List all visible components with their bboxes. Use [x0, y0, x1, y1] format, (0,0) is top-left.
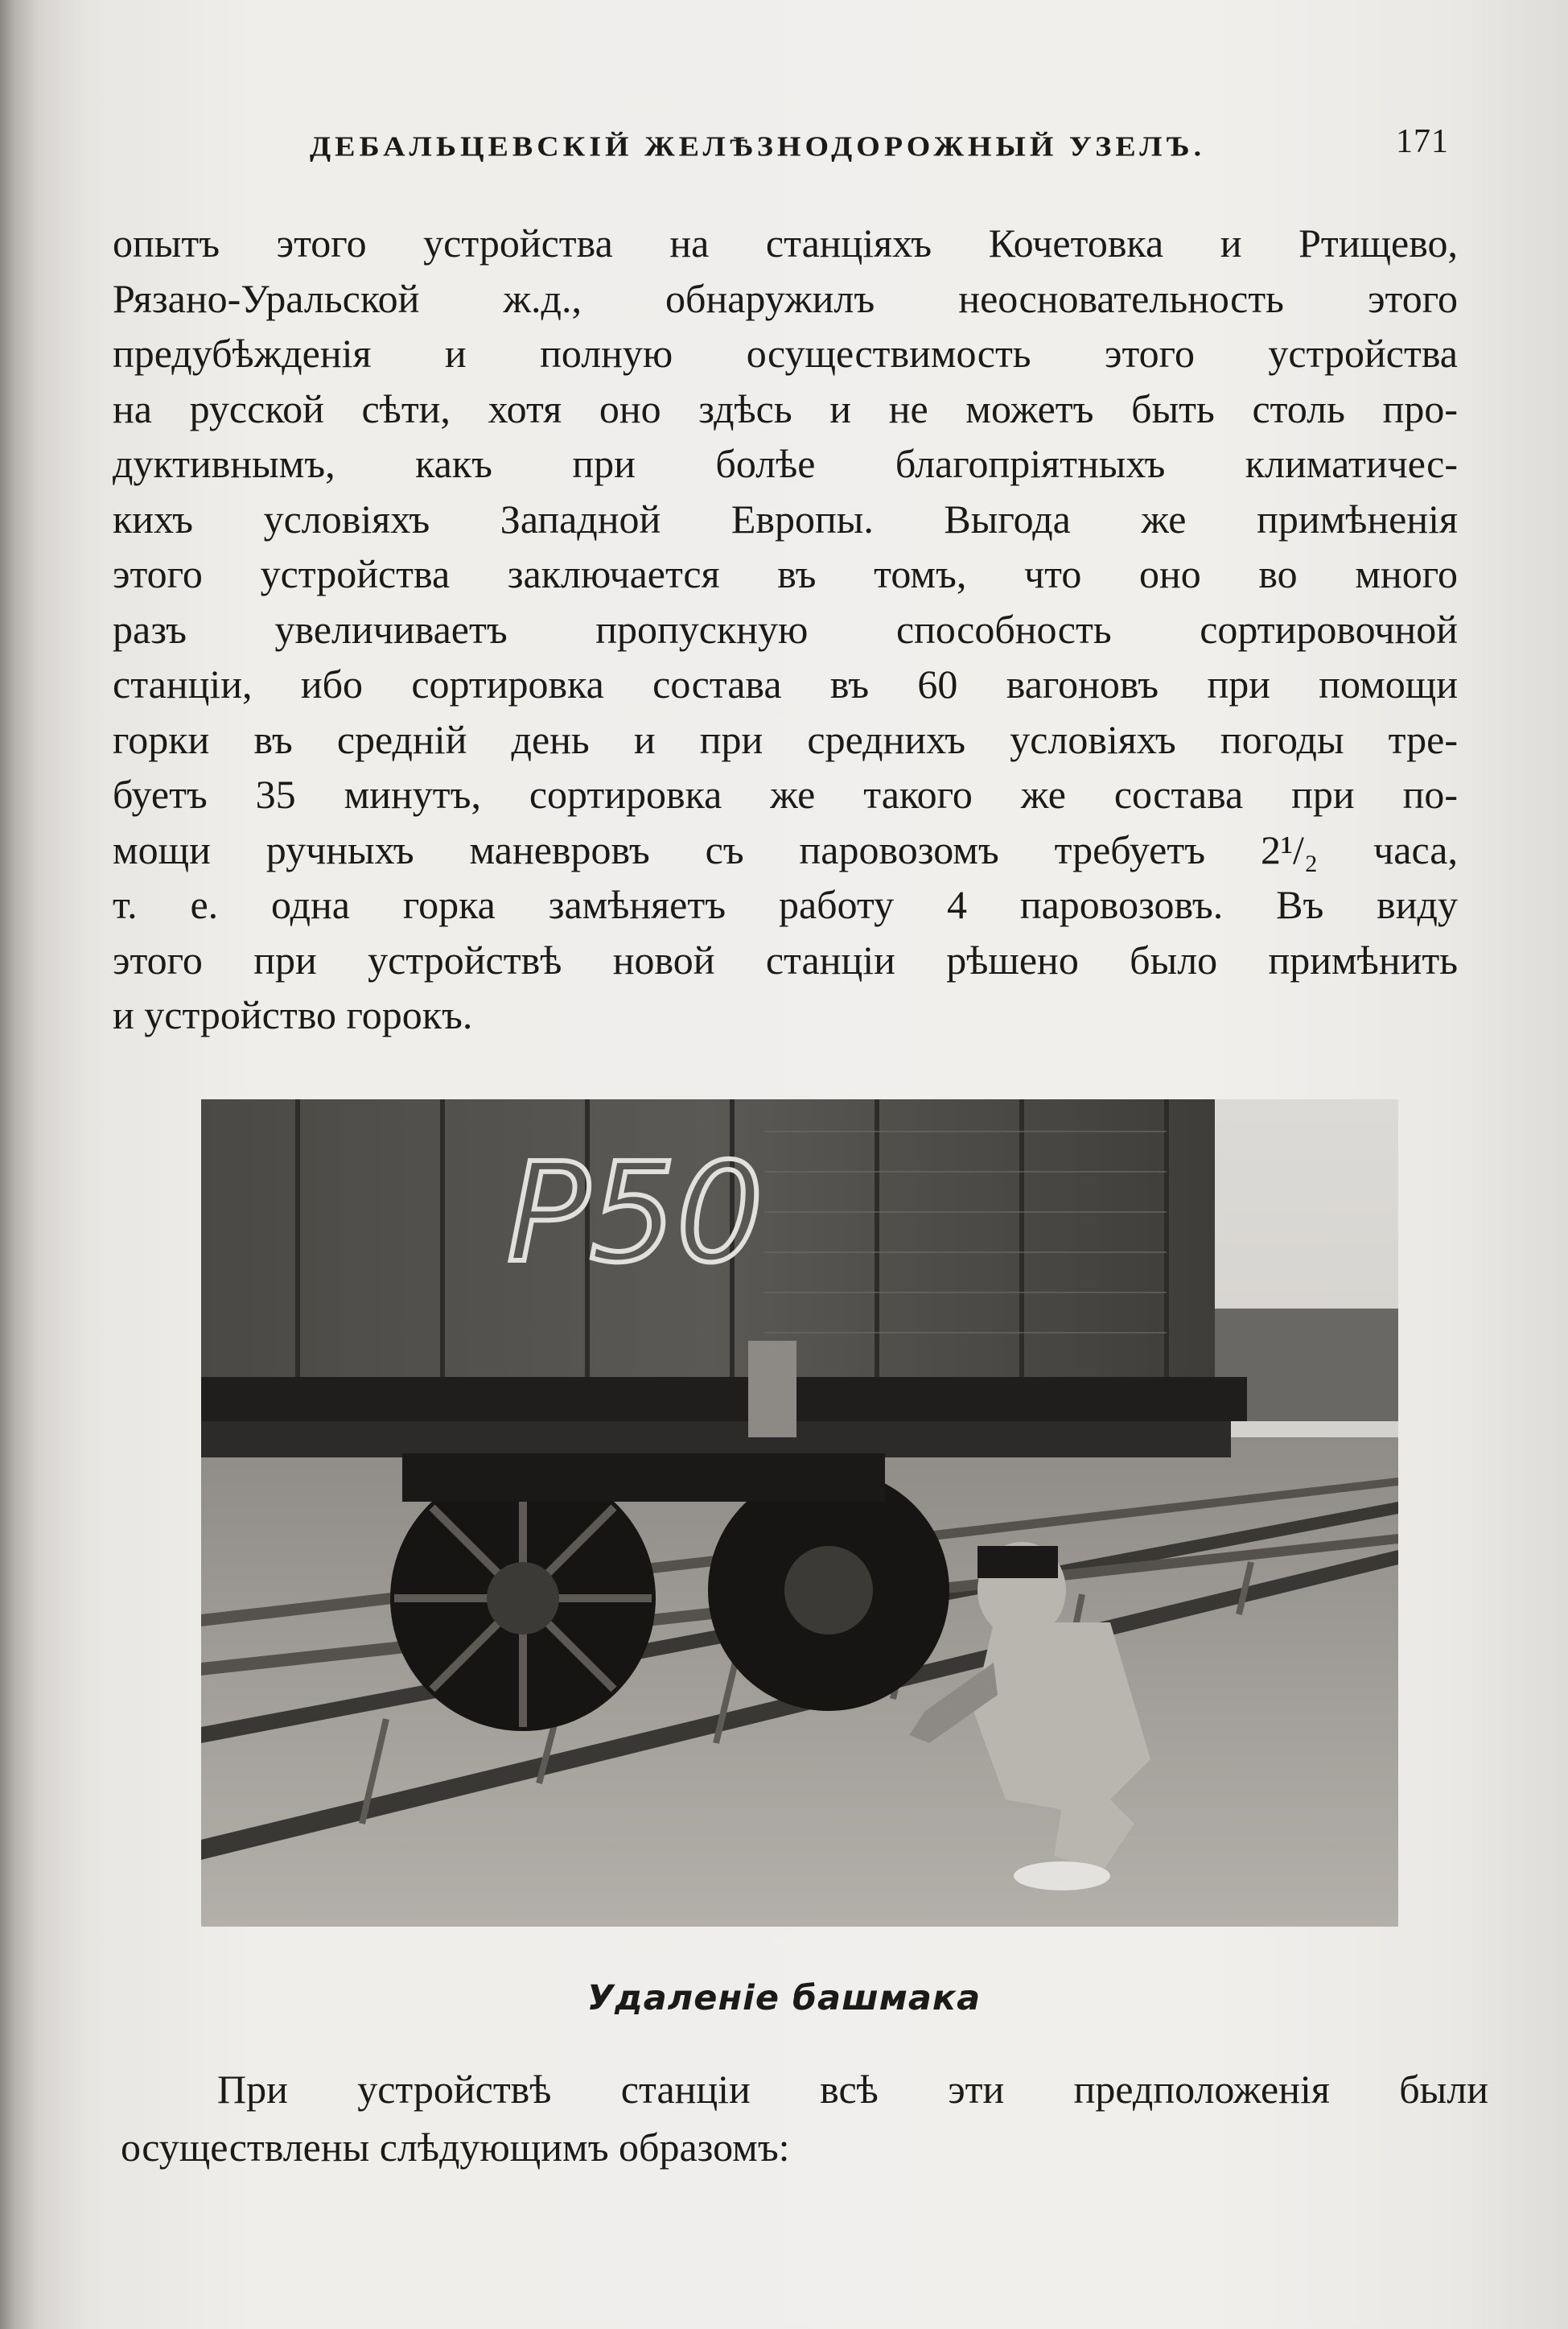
photo-caption: Удаленіе башмака: [586, 1978, 982, 2018]
page-number: 171: [1396, 123, 1449, 160]
text-line: на русской сѣти, хотя оно здѣсь и не можетъ быть столь про-: [113, 385, 1458, 431]
body-paragraph: [113, 216, 1458, 1043]
text-line: При устройствѣ станціи всѣ эти предположенія были: [217, 2067, 1488, 2112]
photograph-of-railway-wagon-and-crouching-worker-icon: [201, 1099, 1398, 1927]
running-title: ДЕБАЛЬЦЕВСКІЙ ЖЕЛѢЗНОДОРОЖНЫЙ УЗЕЛЪ.: [310, 130, 1206, 163]
text-line: опытъ этого устройства на станціяхъ Кочетовка и Ртищево,: [113, 221, 1458, 266]
photograph: [201, 1099, 1398, 1927]
text-line: т. е. одна горка замѣняетъ работу 4 паровозовъ. Въ виду: [113, 882, 1458, 927]
text-line: горки въ средній день и при среднихъ условіяхъ погоды тре-: [113, 716, 1458, 762]
running-head: [310, 130, 1267, 179]
text-line: мощи ручныхъ маневровъ съ паровозомъ требуетъ 2¹/₂ часа,: [113, 826, 1458, 872]
text-line: дуктивнымъ, какъ при болѣе благопріятныхъ климатичес-: [113, 441, 1458, 486]
text-line: разъ увеличиваетъ пропускную способность сортировочной: [113, 606, 1458, 652]
chalk-marking: Р50: [507, 1134, 763, 1293]
text-line: этого при устройствѣ новой станціи рѣшено было примѣнить: [113, 937, 1458, 983]
text-line: станціи, ибо сортировка состава въ 60 вагоновъ при помощи: [113, 662, 1458, 707]
text-line: буетъ 35 минутъ, сортировка же такого же состава при по-: [113, 772, 1458, 817]
text-line: и устройство горокъ.: [113, 992, 473, 1037]
text-line: Рязано-Уральской ж.д., обнаружилъ неосновательность этого: [113, 275, 1458, 321]
text-line: этого устройства заключается въ томъ, что оно во много: [113, 551, 1458, 596]
text-line: осуществлены слѣдующимъ образомъ:: [121, 2125, 790, 2170]
text-line: кихъ условіяхъ Западной Европы. Выгода же примѣненія: [113, 496, 1458, 542]
text-line: предубѣжденія и полную осуществимость этого устройства: [113, 331, 1458, 376]
closing-paragraph: [121, 2060, 1488, 2176]
